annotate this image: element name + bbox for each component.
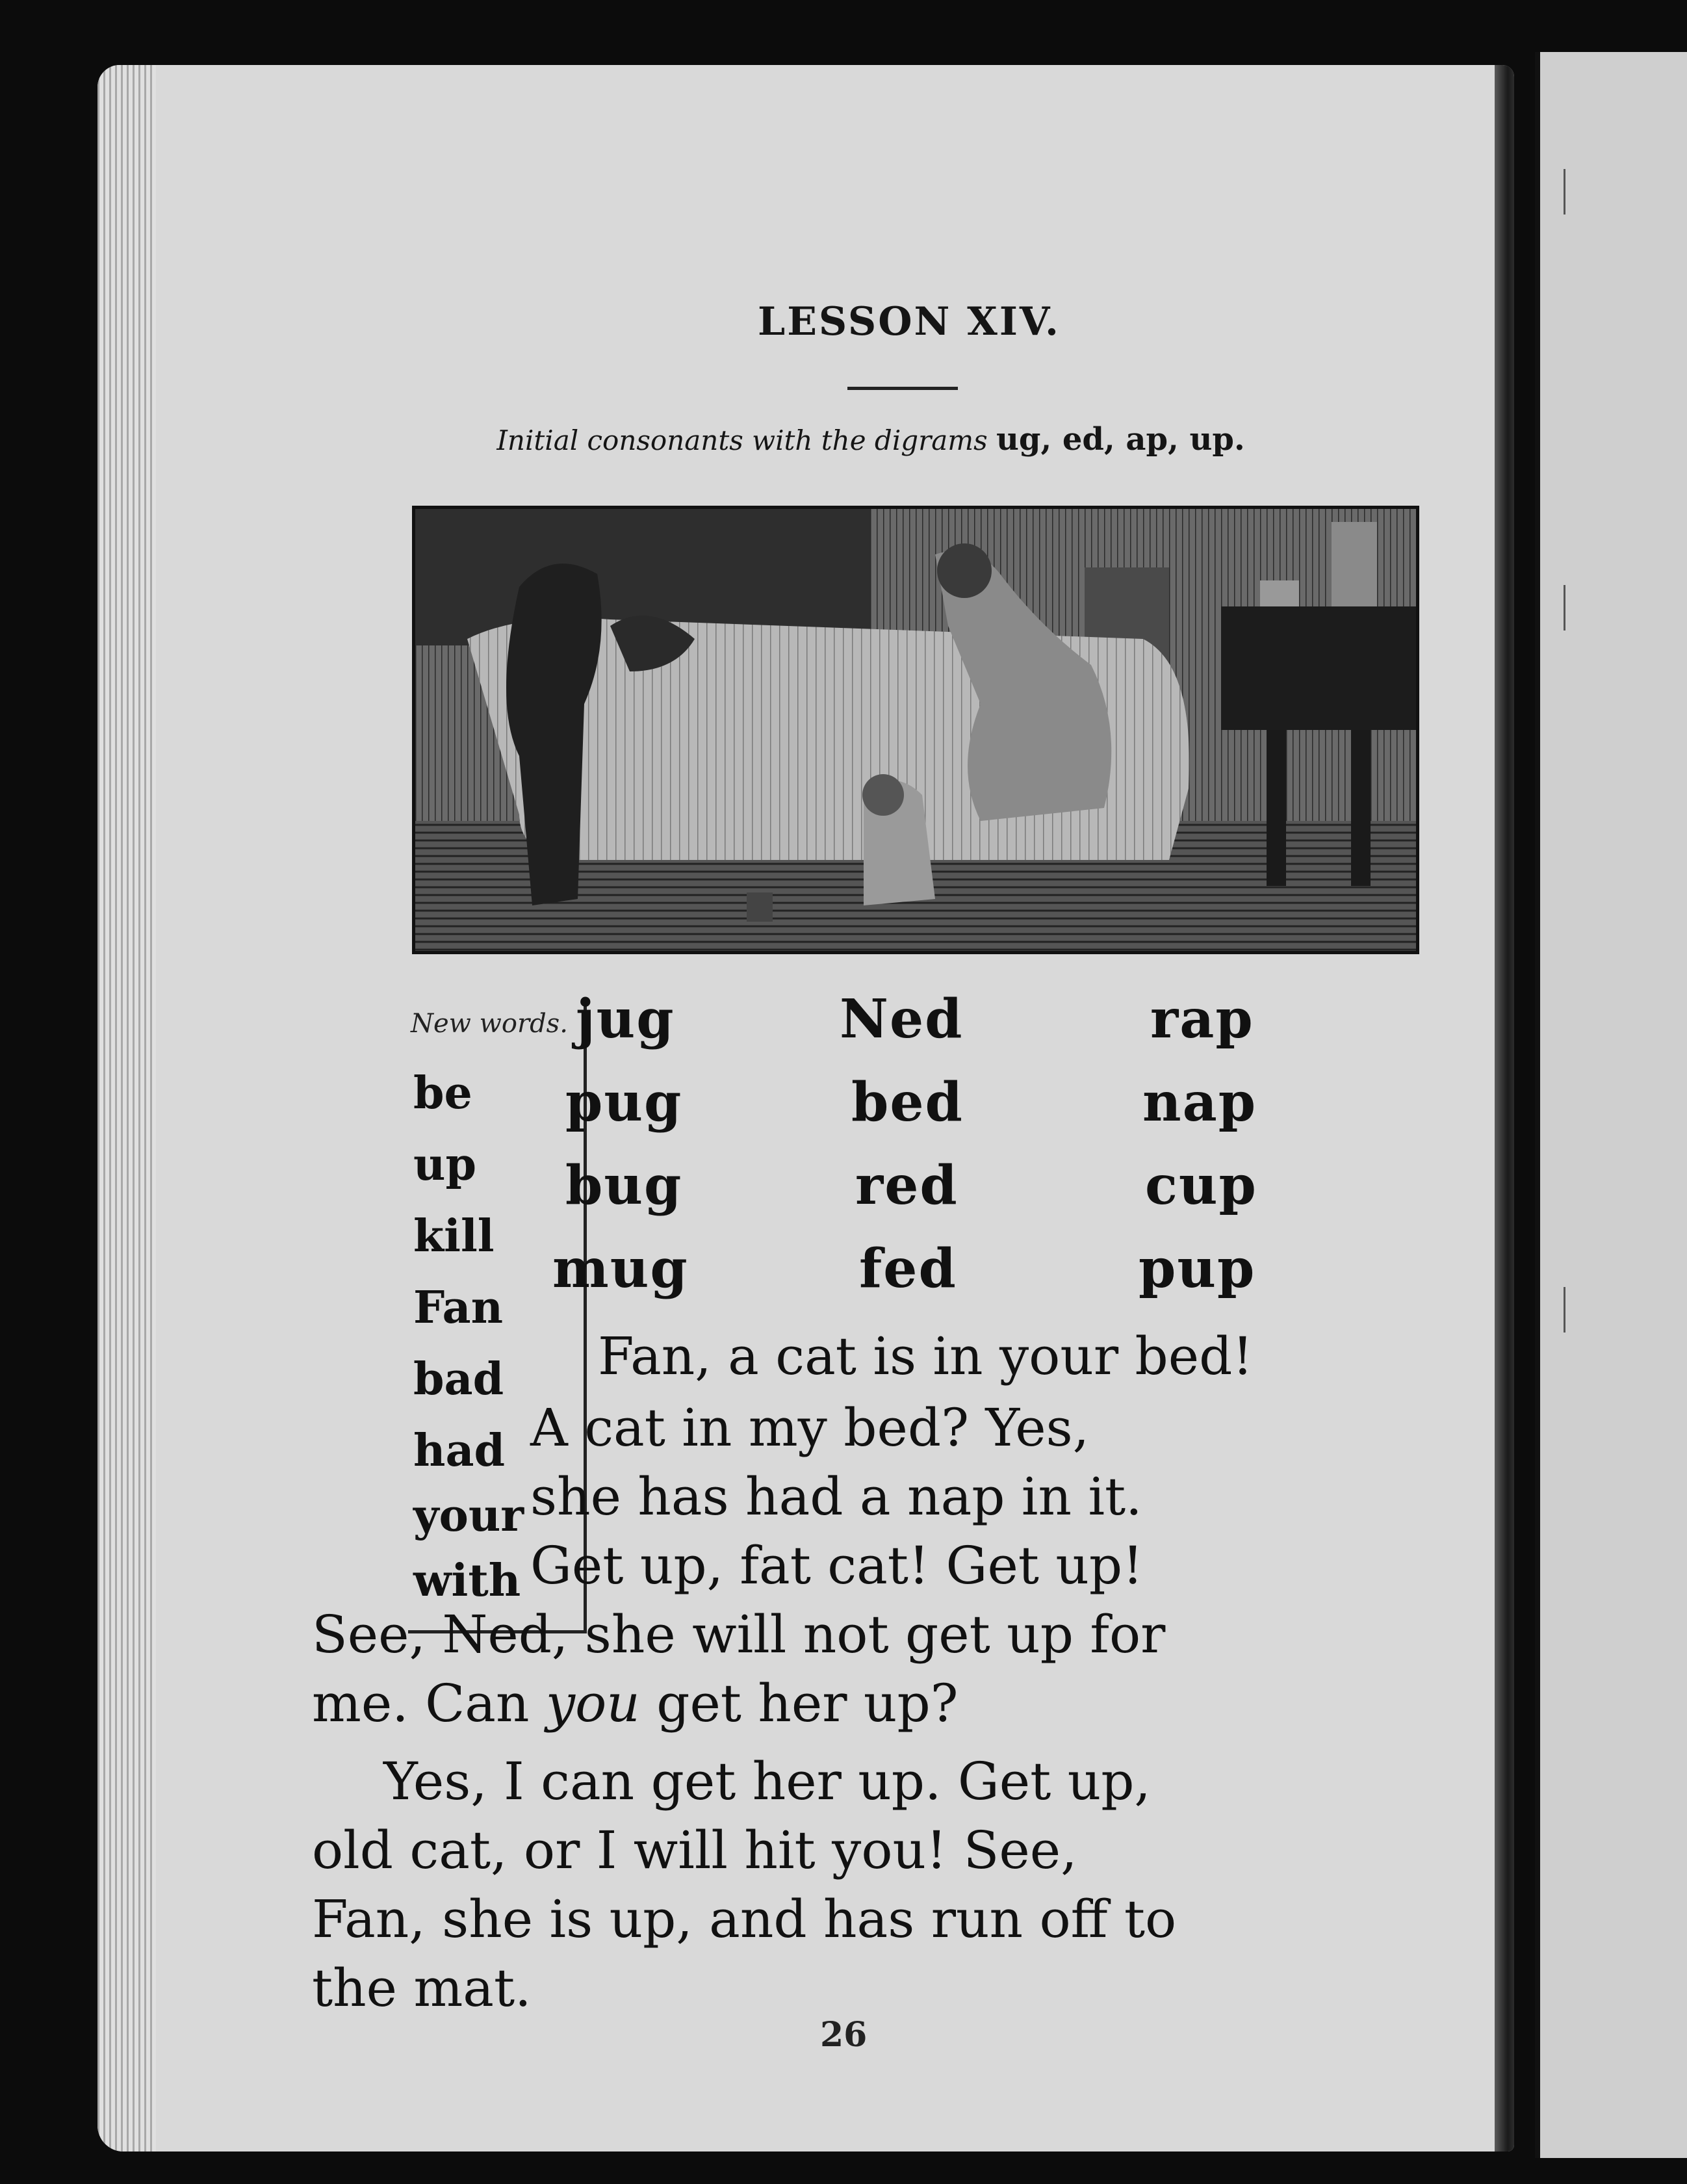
word-ug: bug: [565, 1154, 683, 1217]
story-line-start: me. Can: [312, 1673, 546, 1734]
word-ug: jug: [576, 988, 675, 1050]
illustration-scene: [415, 509, 1416, 951]
pitcher: [1332, 522, 1377, 606]
table-leg: [1351, 730, 1371, 886]
new-word: bad: [413, 1353, 504, 1405]
page-mark: [1564, 169, 1580, 214]
next-page-edge: [1535, 52, 1687, 2158]
story-line: Fan, a cat is in your bed!: [598, 1326, 1254, 1386]
word-ed: red: [855, 1154, 959, 1217]
cup: [1260, 580, 1299, 606]
story-line: the mat.: [312, 1958, 532, 2018]
lesson-subtitle: [403, 421, 1339, 458]
floor-cup: [747, 892, 773, 922]
story-line: Yes, I can get her up. Get up,: [383, 1751, 1151, 1812]
new-word: up: [413, 1139, 476, 1191]
word-ap-up: nap: [1142, 1071, 1257, 1134]
word-ug: pug: [565, 1071, 683, 1134]
story-line: See, Ned, she will not get up for: [312, 1604, 1166, 1665]
new-words-heading: New words.: [411, 1009, 568, 1039]
subtitle-digrams: ug, ed, ap, up.: [996, 421, 1245, 458]
story-line-emphasis: you: [545, 1673, 640, 1734]
story-line: Fan, she is up, and has run off to: [312, 1889, 1177, 1949]
new-word: be: [413, 1067, 472, 1119]
story-line-end: get her up?: [639, 1673, 959, 1734]
subtitle-italic: Initial consonants with the digrams: [496, 424, 988, 456]
page-edges: [97, 65, 156, 2152]
word-ed: Ned: [840, 988, 964, 1050]
story-line: old cat, or I will hit you! See,: [312, 1820, 1077, 1880]
table-leg: [1267, 730, 1286, 886]
story-line: Get up, fat cat! Get up!: [530, 1535, 1144, 1596]
page-number: 26: [820, 2015, 868, 2055]
word-ed: fed: [859, 1238, 957, 1300]
page-mark: [1564, 585, 1580, 630]
title-rule: [847, 387, 958, 390]
new-word: Fan: [413, 1282, 504, 1334]
page-mark: [1564, 1287, 1580, 1332]
word-ug: mug: [552, 1238, 689, 1300]
small-dog-head: [862, 774, 904, 816]
story-line: she has had a nap in it.: [530, 1466, 1142, 1527]
word-ap-up: rap: [1150, 988, 1254, 1050]
new-word: kill: [413, 1210, 495, 1262]
new-word: with: [413, 1555, 521, 1607]
new-word: your: [413, 1490, 524, 1542]
book-spine: [1495, 65, 1514, 2152]
word-ap-up: cup: [1145, 1154, 1257, 1217]
word-ap-up: pup: [1139, 1238, 1256, 1300]
side-table: [1221, 606, 1416, 730]
engraving-illustration: [412, 506, 1419, 954]
girl-head: [937, 543, 992, 598]
story-line: [312, 1673, 959, 1734]
word-ed: bed: [851, 1071, 964, 1134]
new-word: had: [413, 1425, 506, 1477]
book-page: [97, 65, 1514, 2152]
story-line: A cat in my bed? Yes,: [530, 1398, 1090, 1458]
lesson-title: LESSON XIV.: [758, 299, 1061, 344]
